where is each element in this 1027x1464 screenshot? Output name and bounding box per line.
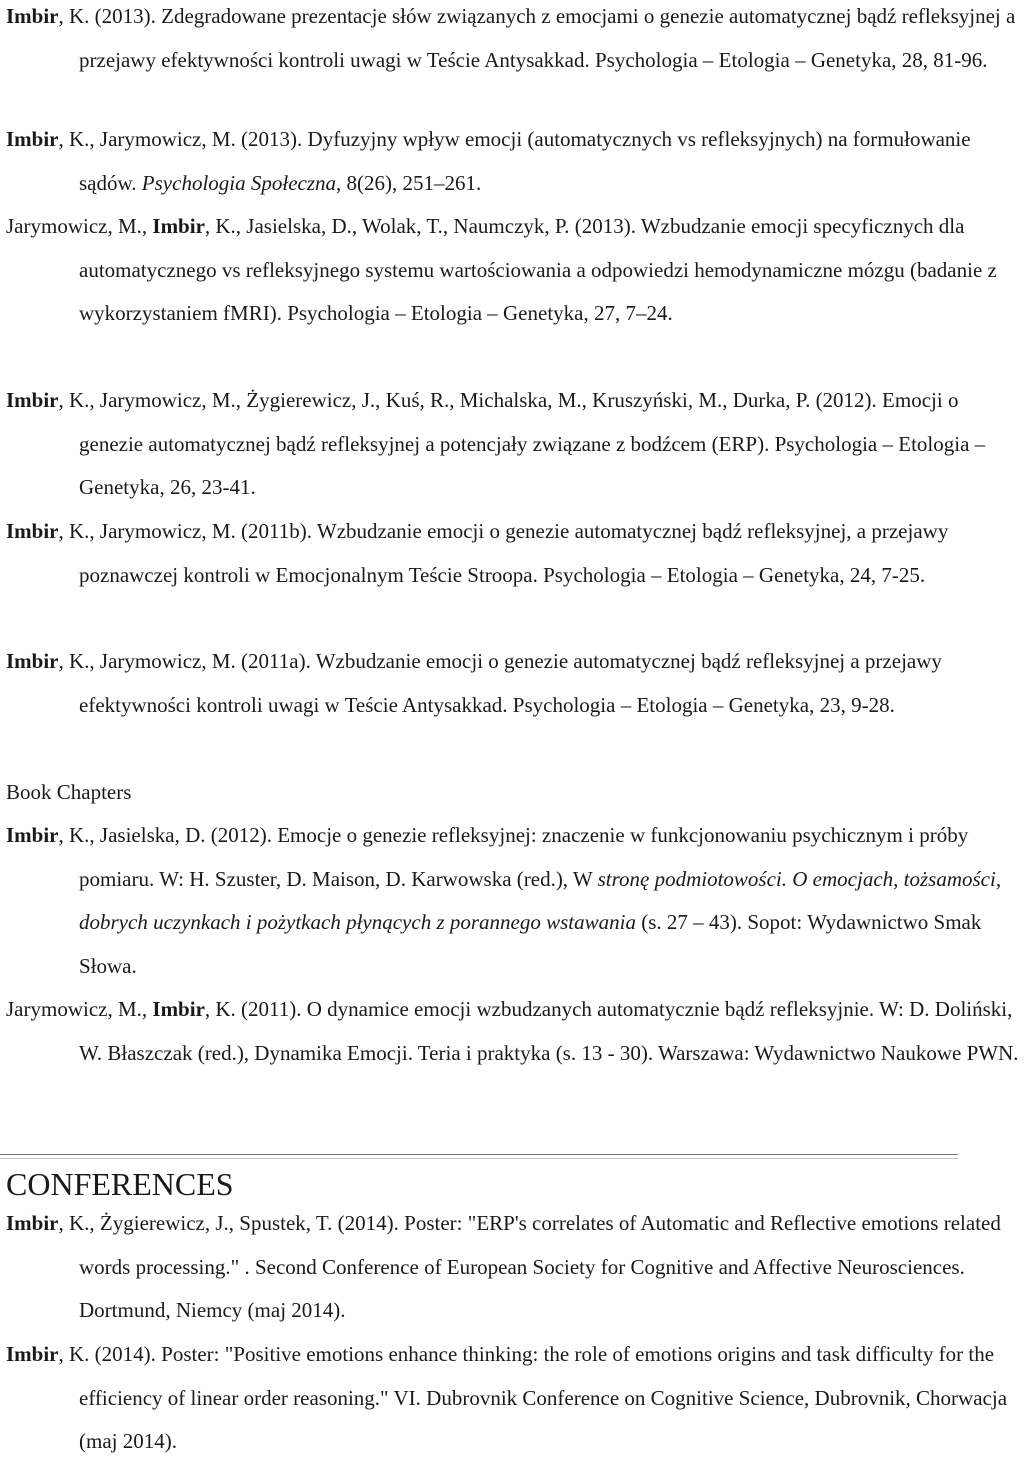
article-citation: , K., Jarymowicz, M. (2011b). Wzbudzanie emocji o genezie automatycznej bądź refleksyjnej, a przejawy poznawczej kontroli w Emocjonalnym Teście Stroopa. Psychologia – Etologia – Genetyka, 24, 7-25.: [58, 519, 949, 587]
book-chapters-heading: Book Chapters: [6, 780, 132, 804]
conference-entry: [6, 1333, 1027, 1464]
author-name: Imbir: [6, 1211, 59, 1235]
conferences-heading: CONFERENCES: [6, 1166, 234, 1202]
author-name: Imbir: [6, 127, 59, 151]
author-name: Imbir: [152, 214, 205, 238]
article-citation: , K., Jarymowicz, M. (2011a). Wzbudzanie emocji o genezie automatycznej bądź refleksyjnej a przejawy efektywności kontroli uwagi w Teście Antysakkad. Psychologia – Etologia – Genetyka, 23, 9-28.: [58, 649, 942, 717]
conference-entry: [6, 1202, 1027, 1333]
article-citation: , K. (2013). Zdegradowane prezentacje słów związanych z emocjami o genezie automatycznej bądź refleksyjnej a przejawy efektywności kontroli uwagi w Teście Antysakkad. Psychologia – Etologia – Genetyka, 28, 81-96.: [58, 4, 1016, 72]
author-name: Imbir: [6, 649, 59, 673]
author-name: Imbir: [6, 1342, 59, 1366]
author-name: Imbir: [6, 4, 59, 28]
article-entry: [6, 205, 1027, 336]
chapter-citation-end: (s. 27 – 43). Sopot: Wydawnictwo Smak Słowa.: [79, 910, 982, 978]
conference-citation: , K. (2014). Poster: "Positive emotions enhance thinking: the role of emotions origins and task difficulty for the efficiency of linear order reasoning." VI. Dubrovnik Conference on Cognitive Science, Dubrovnik, Chorwacja (maj 2014).: [58, 1342, 1008, 1453]
article-entry: [6, 640, 1027, 727]
section-divider: [0, 1154, 958, 1159]
article-citation: , K., Jasielska, D., Wolak, T., Naumczyk, P. (2013). Wzbudzanie emocji specyficznych dla automatycznego vs refleksyjnego systemu wartościowania a odpowiedzi hemodynamiczne mózgu (badanie z wykorzystaniem fMRI). Psychologia – Etologia – Genetyka, 27, 7–24.: [79, 214, 997, 325]
article-entry: [6, 510, 1027, 597]
author-name: Imbir: [6, 388, 59, 412]
article-citation: , K., Jarymowicz, M. (2013). Dyfuzyjny wpływ emocji (automatycznych vs refleksyjnych) na formułowanie sądów.: [58, 127, 971, 195]
chapter-citation: , K., Jasielska, D. (2012). Emocje o genezie refleksyjnej: znaczenie w funkcjonowaniu psychicznym i próby pomiaru. W: H. Szuster, D. Maison, D. Karwowska (red.), W: [58, 823, 969, 891]
article-entry: [6, 118, 1027, 205]
coauthor-prefix: Jarymowicz, M.,: [6, 214, 153, 238]
journal-title: Psychologia Społeczna: [141, 170, 337, 195]
article-citation: , K., Jarymowicz, M., Żygierewicz, J., Kuś, R., Michalska, M., Kruszyński, M., Durka, P. (2012). Emocji o genezie automatycznej bądź refleksyjnej a potencjały związane z bodźcem (ERP). Psychologia – Etologia – Genetyka, 26, 23-41.: [58, 388, 986, 499]
article-citation-end: , 8(26), 251–261.: [336, 170, 482, 195]
article-entry: [6, 379, 1027, 510]
author-name: Imbir: [6, 823, 59, 847]
coauthor-prefix: Jarymowicz, M.,: [6, 997, 153, 1021]
conference-citation: , K., Żygierewicz, J., Spustek, T. (2014). Poster: "ERP's correlates of Automatic and Reflective emotions related words processing." . Second Conference of European Society for Cognitive and Affective Neurosciences. Dortmund, Niemcy (maj 2014).: [58, 1211, 1001, 1322]
article-entry: [6, 0, 1027, 82]
chapter-entry: [6, 988, 1027, 1075]
author-name: Imbir: [6, 519, 59, 543]
author-name: Imbir: [152, 997, 205, 1021]
chapter-entry: [6, 814, 1027, 988]
book-title: stronę podmiotowości. O emocjach, tożsamości, dobrych uczynkach i pożytkach płynących z porannego wstawania: [79, 866, 1002, 934]
chapter-citation: , K. (2011). O dynamice emocji wzbudzanych automatycznie bądź refleksyjnie. W: D. Doliński, W. Błaszczak (red.), Dynamika Emocji. Teria i praktyka (s. 13 - 30). Warszawa: Wydawnictwo Naukowe PWN.: [79, 997, 1019, 1065]
